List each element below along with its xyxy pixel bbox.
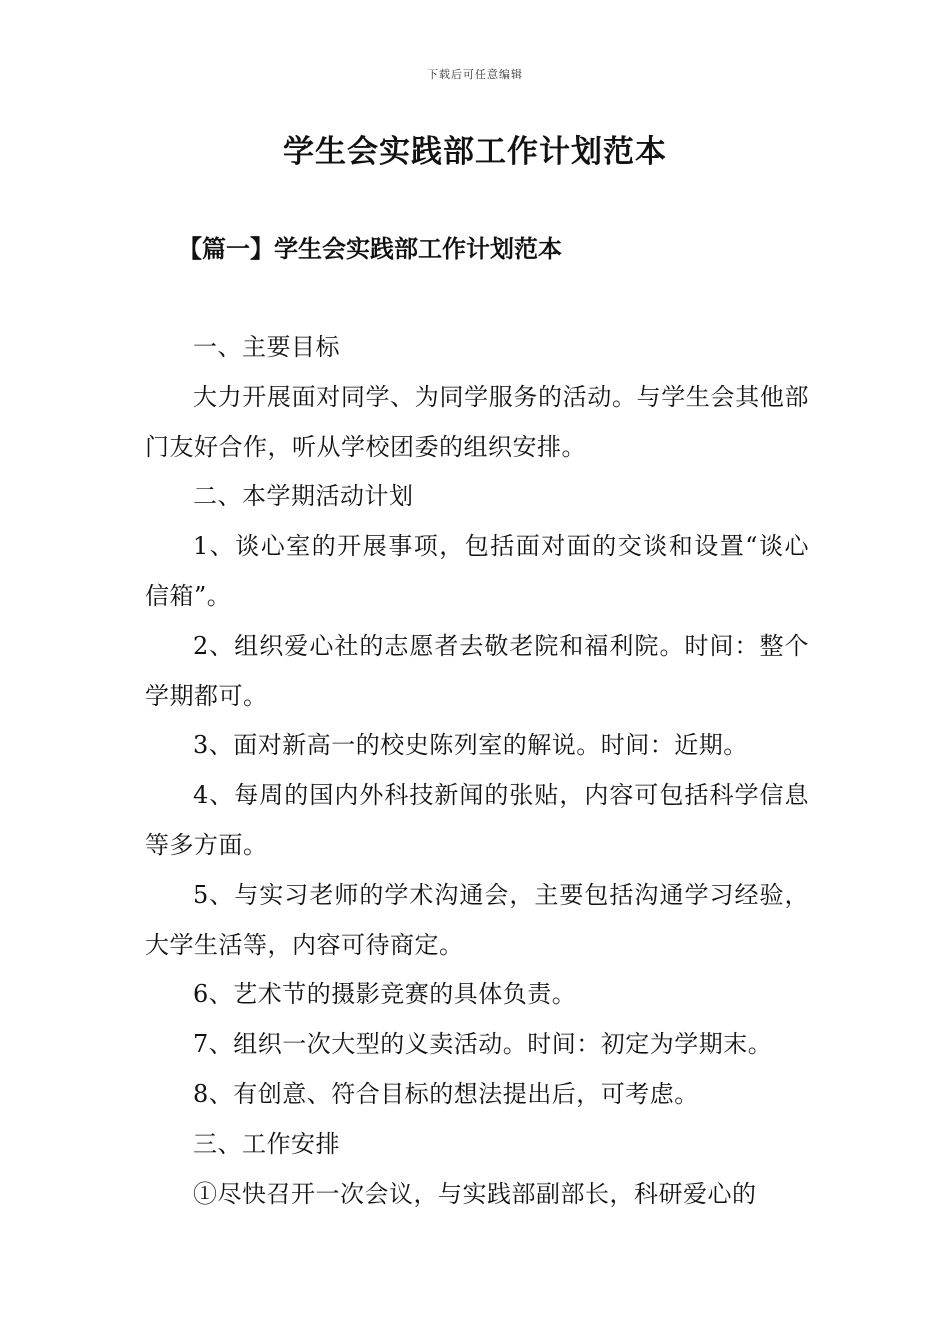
paragraph-item-5: 5、与实习老师的学术沟通会，主要包括沟通学习经验，大学生活等，内容可待商定。	[145, 880, 809, 959]
paragraph-item-4: 4、每周的国内外科技新闻的张贴，内容可包括科学信息等多方面。	[145, 781, 809, 859]
paragraph-item-1: 1、谈心室的开展事项，包括面对面的交谈和设置“谈心信箱”。	[145, 532, 809, 610]
paragraph-arrangement-1: ①尽快召开一次会议，与实践部副部长，科研爱心的	[193, 1179, 757, 1208]
document-title: 学生会实践部工作计划范本	[283, 134, 667, 170]
paragraph-item-8: 8、有创意、符合目标的想法提出后，可考虑。	[193, 1079, 699, 1108]
paragraph-plan-heading: 二、本学期活动计划	[193, 482, 414, 511]
paragraph-item-7: 7、组织一次大型的义卖活动。时间：初定为学期末。	[193, 1030, 773, 1059]
header-note: 下载后可任意编辑	[427, 68, 523, 81]
paragraph-main-goal-heading: 一、主要目标	[193, 333, 340, 361]
paragraph-item-6: 6、艺术节的摄影竞赛的具体负责。	[193, 980, 577, 1009]
section-subtitle: 【篇一】学生会实践部工作计划范本	[178, 234, 562, 263]
paragraph-arrangement-heading: 三、工作安排	[193, 1129, 340, 1158]
paragraph-main-goal: 大力开展面对同学、为同学服务的活动。与学生会其他部门友好合作，听从学校团委的组织安排。	[145, 382, 809, 461]
document-body	[145, 323, 809, 1219]
paragraph-item-2: 2、组织爱心社的志愿者去敬老院和福利院。时间：整个学期都可。	[145, 631, 809, 710]
paragraph-item-3: 3、面对新高一的校史陈列室的解说。时间：近期。	[193, 731, 748, 760]
